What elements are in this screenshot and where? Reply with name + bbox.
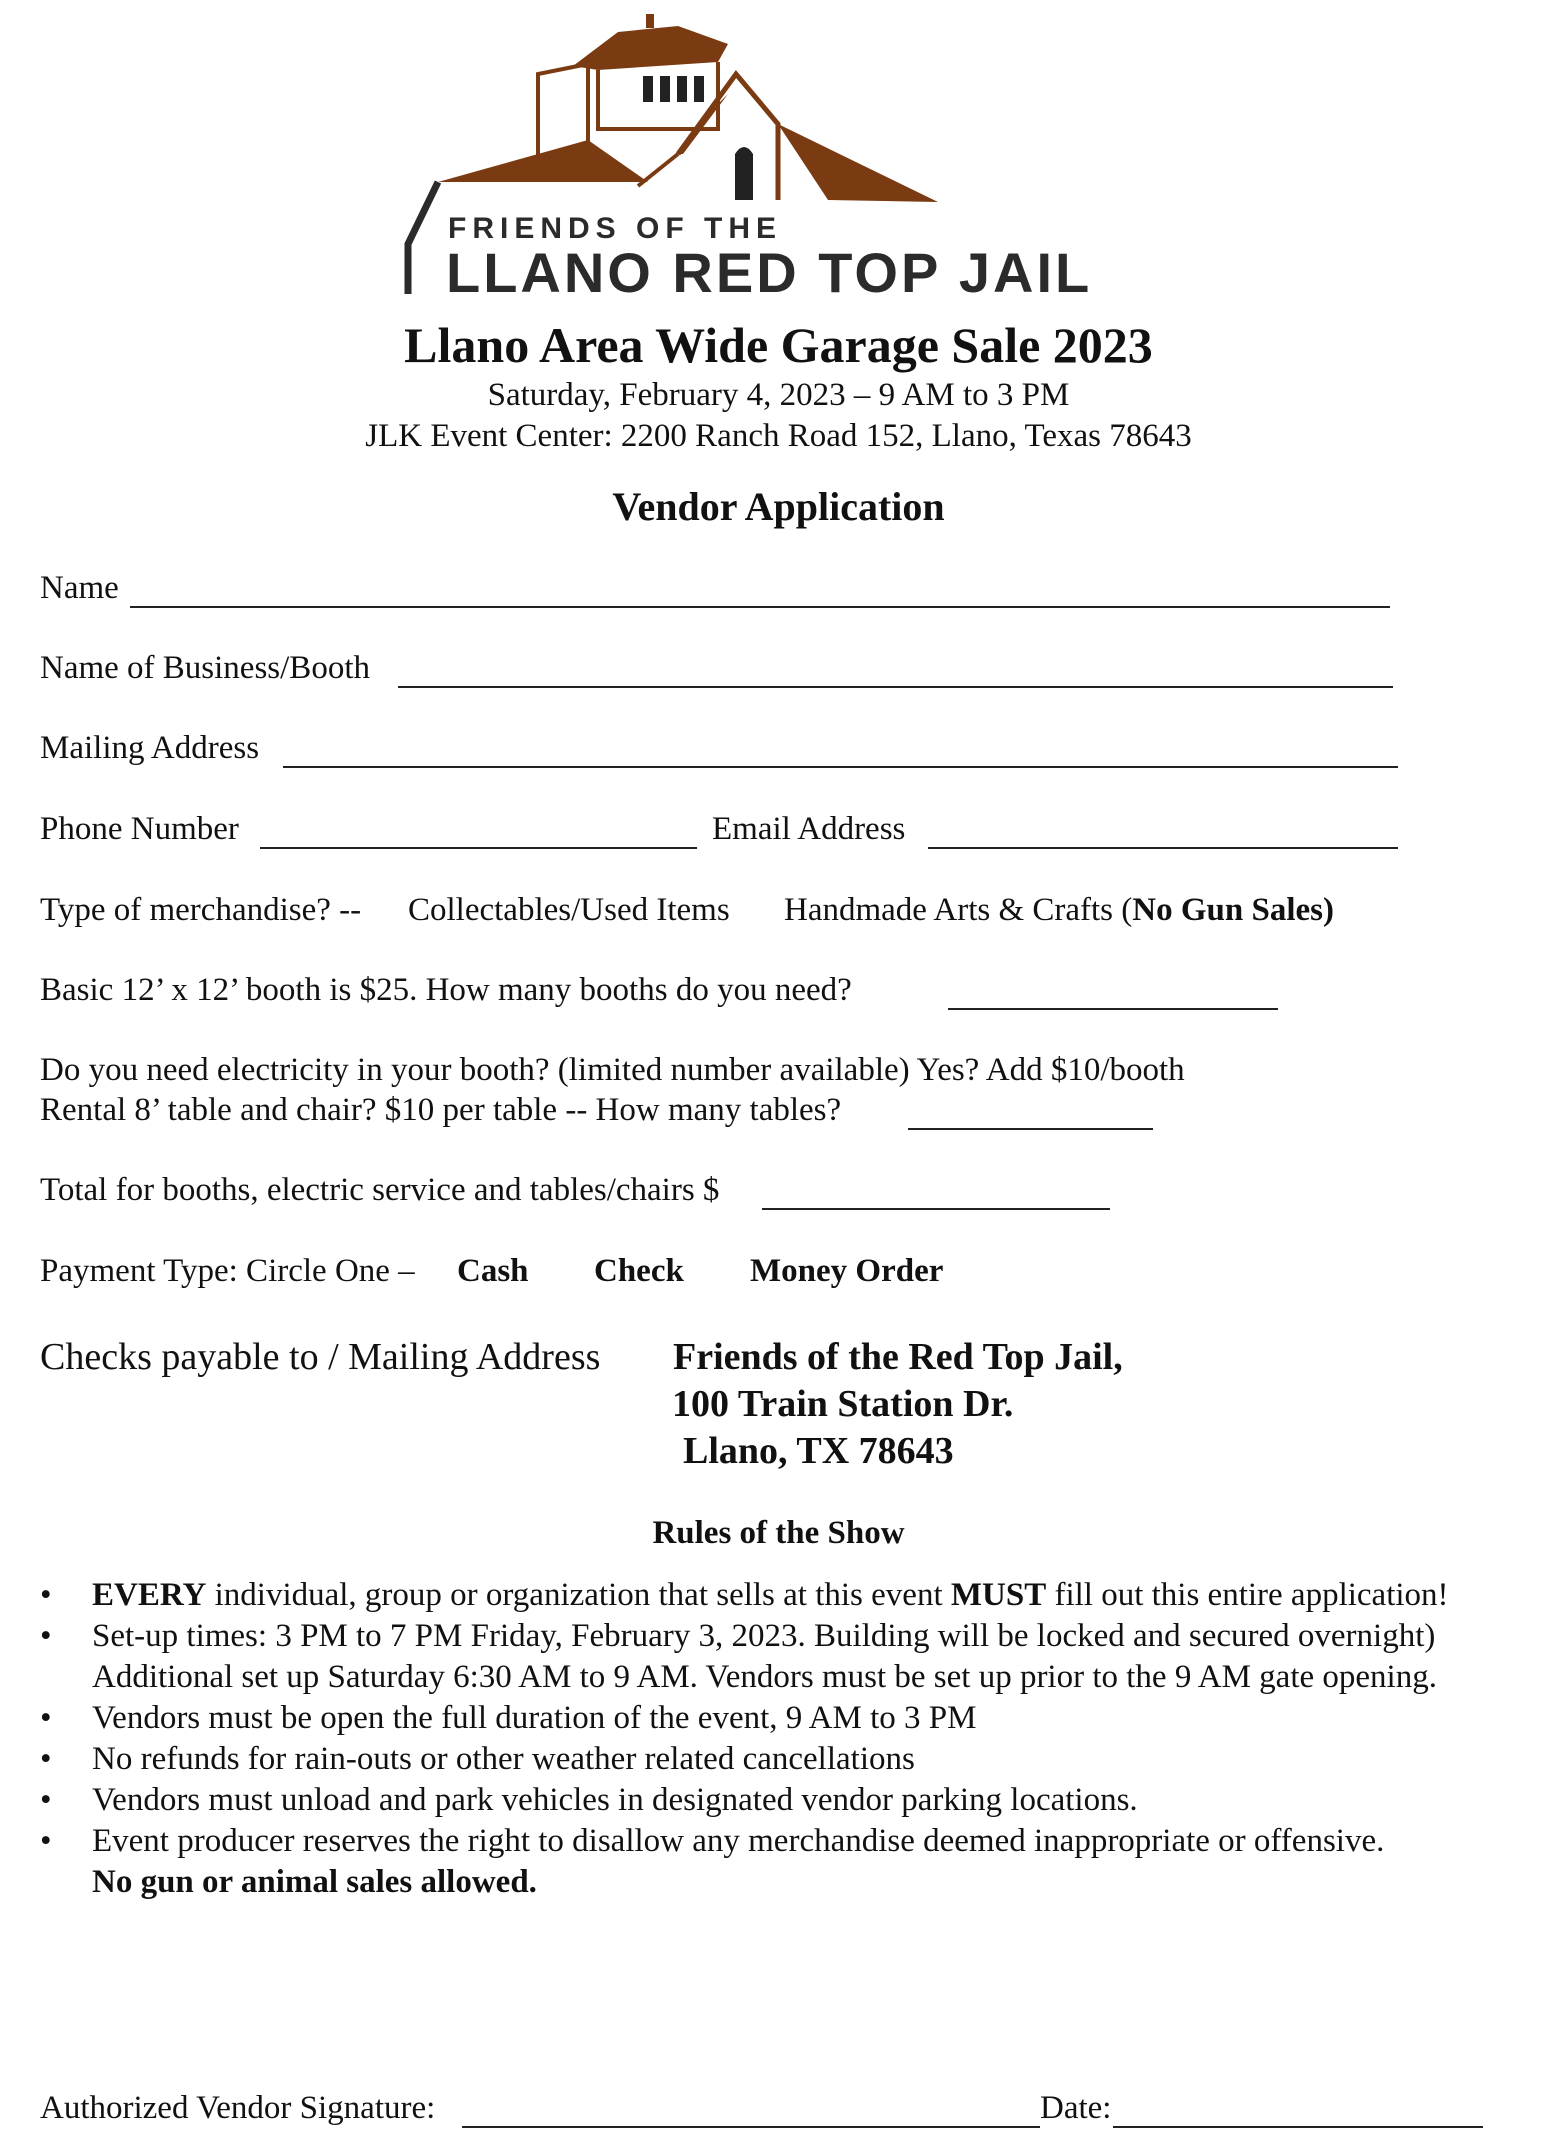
- payee-name: Friends of the Red Top Jail,: [673, 1336, 1123, 1378]
- bullet-icon: •: [40, 1577, 52, 1613]
- bullet-icon: •: [40, 1741, 52, 1777]
- rules-list: [40, 1575, 1500, 1903]
- business-field[interactable]: [398, 686, 1393, 688]
- rules-heading: Rules of the Show: [652, 1515, 905, 1551]
- payment-option-check[interactable]: Check: [594, 1253, 684, 1289]
- rule-item: [40, 1616, 1500, 1698]
- name-field[interactable]: [130, 606, 1390, 608]
- name-label: Name: [40, 570, 119, 606]
- table-count-field[interactable]: [908, 1128, 1153, 1130]
- rule-text: Event producer reserves the right to disallow any merchandise deemed inappropriate or offensive.: [92, 1823, 1385, 1859]
- page-title: Llano Area Wide Garage Sale 2023: [404, 317, 1153, 373]
- rule-text: Vendors must be open the full duration of the event, 9 AM to 3 PM: [92, 1700, 977, 1736]
- mailing-label: Mailing Address: [40, 730, 260, 766]
- rule-text: fill out this entire application!: [1046, 1577, 1449, 1613]
- bullet-icon: •: [40, 1782, 52, 1818]
- rule-must: MUST: [950, 1577, 1047, 1613]
- total-label: Total for booths, electric service and tables/chairs $: [40, 1172, 720, 1208]
- bullet-icon: •: [40, 1823, 52, 1859]
- rule-every: EVERY: [92, 1577, 207, 1613]
- merchandise-option-collectables[interactable]: Collectables/Used Items: [408, 892, 730, 928]
- rule-item: [40, 1575, 1500, 1616]
- form-title: Vendor Application: [612, 484, 945, 529]
- email-label: Email Address: [712, 811, 906, 847]
- date-label: Date:: [1040, 2090, 1112, 2126]
- merchandise-label: Type of merchandise? --: [40, 892, 362, 928]
- email-field[interactable]: [928, 847, 1398, 849]
- payment-option-money-order[interactable]: Money Order: [750, 1253, 944, 1289]
- table-label: Rental 8’ table and chair? $10 per table -- How many tables?: [40, 1092, 842, 1128]
- rule-text: individual, group or organization that sells at this event: [206, 1577, 951, 1613]
- rule-text: Vendors must unload and park vehicles in designated vendor parking locations.: [92, 1782, 1138, 1818]
- mailing-address-field[interactable]: [283, 766, 1398, 768]
- electricity-label: Do you need electricity in your booth? (limited number available) Yes? Add $10/booth: [40, 1052, 1185, 1088]
- business-label: Name of Business/Booth: [40, 650, 370, 686]
- booth-label: Basic 12’ x 12’ booth is $25. How many booths do you need?: [40, 972, 852, 1008]
- checks-payable-label: Checks payable to / Mailing Address: [40, 1336, 601, 1378]
- event-venue: JLK Event Center: 2200 Ranch Road 152, Llano, Texas 78643: [365, 418, 1192, 454]
- total-field[interactable]: [762, 1208, 1110, 1210]
- rule-text: No refunds for rain-outs or other weather related cancellations: [92, 1741, 915, 1777]
- rule-item: [40, 1739, 1500, 1780]
- bullet-icon: •: [40, 1700, 52, 1736]
- date-field[interactable]: [1113, 2126, 1483, 2128]
- signature-label: Authorized Vendor Signature:: [40, 2090, 436, 2126]
- rule-no-gun-animal: No gun or animal sales allowed.: [92, 1864, 537, 1900]
- booth-count-field[interactable]: [948, 1008, 1278, 1010]
- logo-text-friends: FRIENDS OF THE: [448, 212, 783, 245]
- phone-field[interactable]: [260, 847, 697, 849]
- logo-text-llano: LLANO RED TOP JAIL: [446, 241, 1093, 304]
- phone-label: Phone Number: [40, 811, 239, 847]
- payment-label: Payment Type: Circle One –: [40, 1253, 415, 1289]
- signature-field[interactable]: [462, 2126, 1040, 2128]
- payment-option-cash[interactable]: Cash: [457, 1253, 529, 1289]
- payee-street: 100 Train Station Dr.: [672, 1383, 1014, 1425]
- rule-item: [40, 1698, 1500, 1739]
- merchandise-option-handmade[interactable]: [784, 892, 1334, 929]
- no-gun-sales-note: No Gun Sales): [1132, 892, 1334, 928]
- rule-text: Set-up times: 3 PM to 7 PM Friday, February 3, 2023. Building will be locked and secured overnight) Additional set up Saturday 6:30 AM to 9 AM. Vendors must be set up prior to the 9 AM gate opening.: [92, 1618, 1437, 1695]
- payee-city: Llano, TX 78643: [683, 1430, 954, 1472]
- rule-item: [40, 1780, 1500, 1821]
- rule-item: [40, 1821, 1500, 1903]
- event-date: Saturday, February 4, 2023 – 9 AM to 3 PM: [487, 377, 1070, 413]
- bullet-icon: •: [40, 1618, 52, 1654]
- handmade-text: Handmade Arts & Crafts (: [784, 892, 1133, 928]
